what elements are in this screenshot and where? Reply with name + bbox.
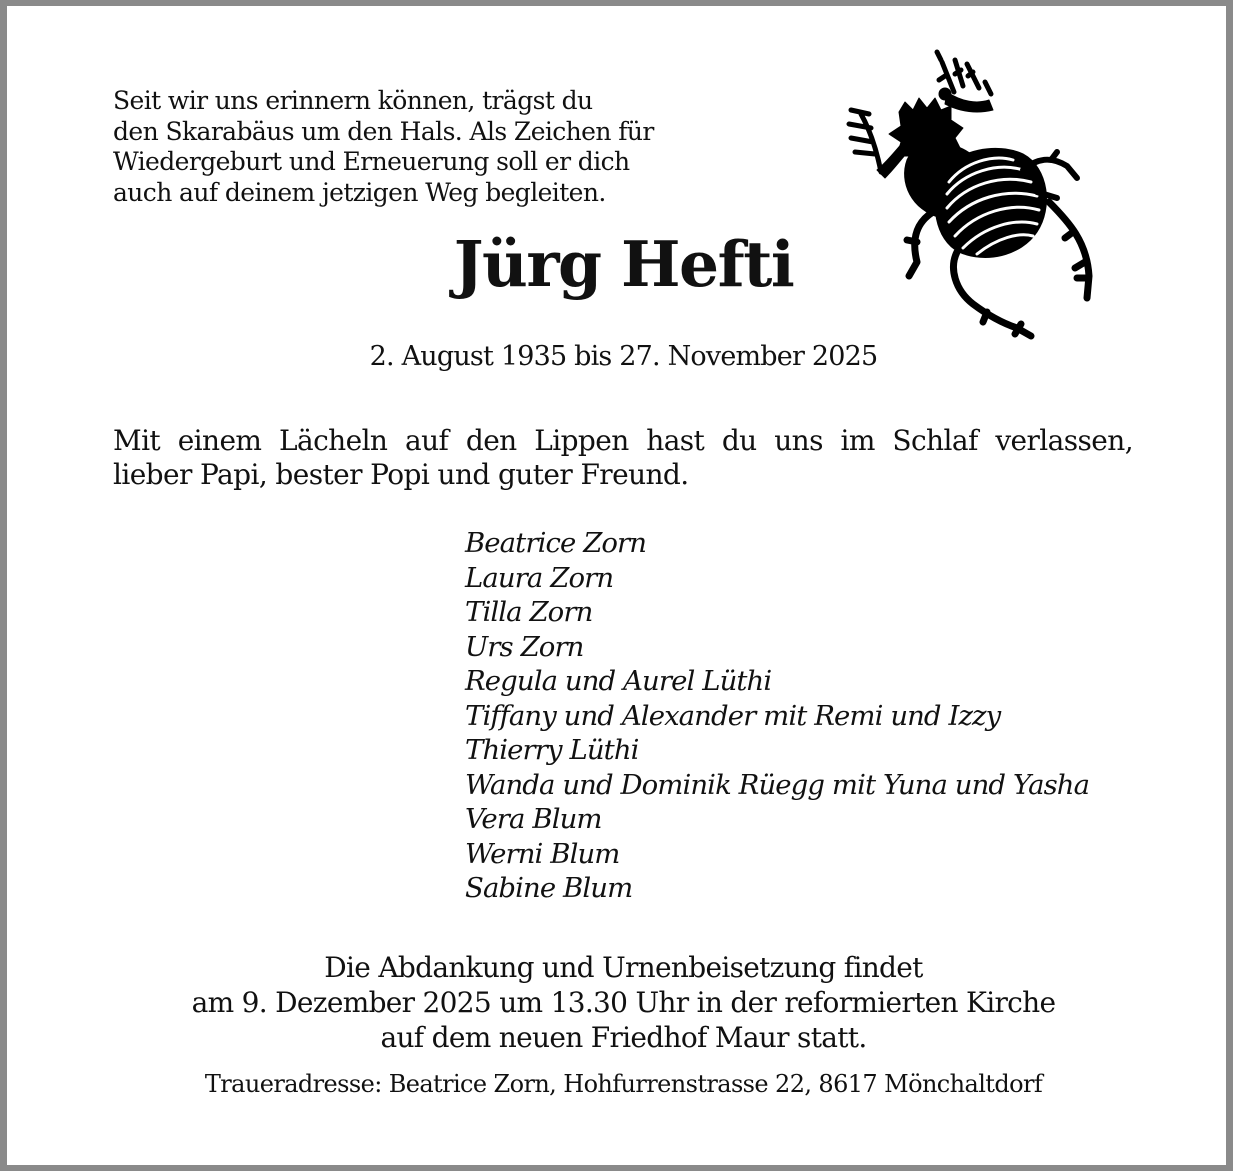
poem-line: Wiedergeburt und Erneuerung soll er dich — [113, 147, 630, 176]
service-line: am 9. Dezember 2025 um 13.30 Uhr in der reformierten Kirche — [191, 986, 1056, 1019]
service-line: Die Abdankung und Urnenbeisetzung findet — [324, 951, 923, 984]
mourner-name: Wanda und Dominik Rüegg mit Yuna und Yasha — [465, 768, 1090, 801]
mourner-name: Sabine Blum — [465, 872, 633, 904]
poem-text — [113, 86, 654, 208]
farewell-message — [113, 424, 1133, 492]
mourner-name: Laura Zorn — [465, 561, 614, 594]
mourner-name: Thierry Lüthi — [465, 734, 639, 766]
poem-line: auch auf deinem jetzigen Weg begleiten. — [113, 177, 606, 207]
mourning-address: Traueradresse: Beatrice Zorn, Hohfurrenstrasse 22, 8617 Mönchaltdorf — [204, 1070, 1043, 1098]
life-dates: 2. August 1935 bis 27. November 2025 — [369, 341, 878, 372]
service-announcement — [7, 950, 1233, 1055]
mourner-name: Regula und Aurel Lüthi — [465, 665, 772, 697]
mourner-name: Beatrice Zorn — [465, 527, 647, 559]
deceased-name: Jürg Hefti — [453, 227, 794, 301]
message-line: lieber Papi, bester Popi und guter Freund. — [113, 458, 689, 491]
mourner-name: Urs Zorn — [465, 630, 584, 663]
mourner-name: Tilla Zorn — [465, 596, 593, 628]
mourner-name: Werni Blum — [465, 837, 620, 870]
mourners-list — [465, 526, 1089, 906]
mourner-name: Vera Blum — [465, 803, 602, 835]
poem-line: den Skarabäus um den Hals. Als Zeichen für — [113, 116, 654, 146]
mourner-name: Tiffany und Alexander mit Remi und Izzy — [465, 699, 1001, 732]
message-line: Mit einem Lächeln auf den Lippen hast du uns im Schlaf verlassen, — [113, 424, 1133, 457]
poem-line: Seit wir uns erinnern können, trägst du — [113, 86, 593, 115]
service-line: auf dem neuen Friedhof Maur statt. — [380, 1021, 867, 1054]
